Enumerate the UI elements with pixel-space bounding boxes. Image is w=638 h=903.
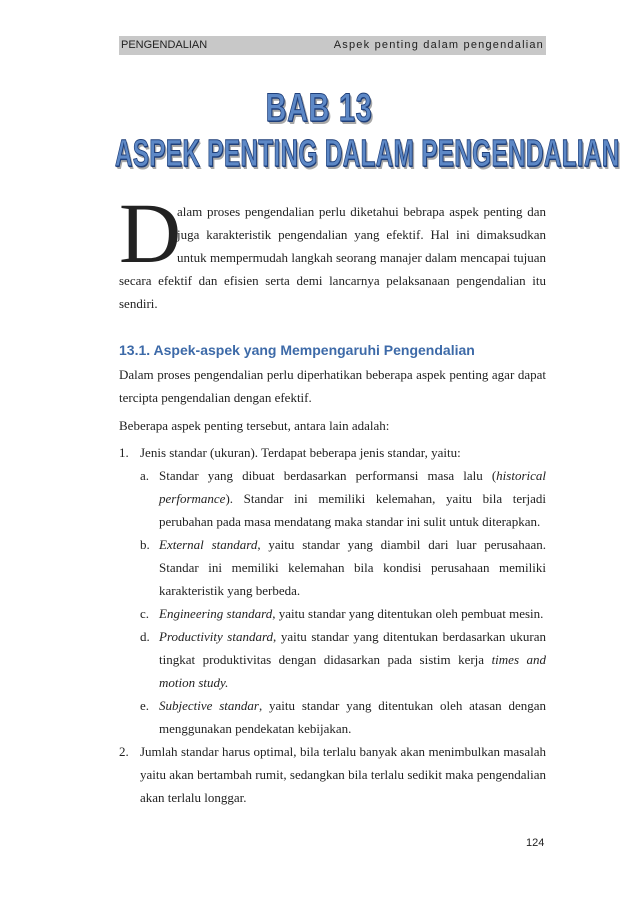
running-header xyxy=(119,36,546,55)
header-chapter: PENGENDALIAN xyxy=(121,39,208,51)
intro-line-2: juga karakteristik pengendalian yang efektif. Hal ini dimaksudkan xyxy=(177,227,546,242)
intro-line-3: untuk mempermudah langkah seorang manajer dalam mencapai tujuan xyxy=(177,250,546,265)
sublist-d-line-2: tingkat produktivitas dengan didasarkan pada sistim kerja times and xyxy=(159,652,546,667)
sublist-letter-c: c. xyxy=(140,606,150,621)
section-p1-line-1: Dalam proses pengendalian perlu diperhatikan beberapa aspek penting agar dapat xyxy=(119,367,546,382)
list-item-1-text: Jenis standar (ukuran). Terdapat beberapa jenis standar, yaitu: xyxy=(140,445,461,460)
sublist-b-line-2: Standar ini memiliki kelemahan bila kondisi perusahaan memiliki xyxy=(159,560,546,575)
section-p2: Beberapa aspek penting tersebut, antara lain adalah: xyxy=(119,418,390,433)
sublist-letter-e: e. xyxy=(140,698,150,713)
sublist-e-line-2: menggunakan pendekatan kebijakan. xyxy=(159,721,352,736)
intro-line-4: secara efektif dan efisien serta demi lancarnya pelaksanaan pengendalian itu xyxy=(119,273,546,288)
intro-line-1: alam proses pengendalian perlu diketahui bebrapa aspek penting dan xyxy=(177,204,546,219)
chapter-number: BAB 13 xyxy=(265,86,373,130)
list-item-2-line-2: yaitu akan bertambah rumit, sedangkan bila terlalu sedikit maka pengendalian xyxy=(140,767,546,782)
section-heading: 13.1. Aspek-aspek yang Mempengaruhi Pengendalian xyxy=(119,342,475,358)
page-number: 124 xyxy=(526,837,545,849)
list-number-2: 2. xyxy=(119,744,129,759)
list-number-1: 1. xyxy=(119,445,129,460)
sublist-c-line-1: Engineering standard, yaitu standar yang ditentukan oleh pembuat mesin. xyxy=(159,606,544,621)
sublist-b-line-3: karakteristik yang berbeda. xyxy=(159,583,301,598)
list-item-2-line-3: akan terlalu longgar. xyxy=(140,790,247,805)
sublist-b-line-1: External standard, yaitu standar yang diambil dari luar perusahaan. xyxy=(159,537,546,552)
sublist-a-line-2: performance). Standar ini memiliki kelemahan, yaitu bila terjadi xyxy=(159,491,546,506)
header-topic: Aspek penting dalam pengendalian xyxy=(333,39,544,51)
intro-line-5: sendiri. xyxy=(119,296,158,311)
sublist-d-line-3: motion study. xyxy=(159,675,229,690)
sublist-a-line-1: Standar yang dibuat berdasarkan performansi masa lalu (historical xyxy=(159,468,546,483)
sublist-letter-b: b. xyxy=(140,537,150,552)
section-p1-line-2: tercipta pengendalian dengan efektif. xyxy=(119,390,312,405)
chapter-title: ASPEK PENTING DALAM PENGENDALIAN xyxy=(114,133,620,175)
list-item-2-line-1: Jumlah standar harus optimal, bila terlalu banyak akan menimbulkan masalah xyxy=(140,744,546,759)
sublist-d-line-1: Productivity standard, yaitu standar yang ditentukan berdasarkan ukuran xyxy=(159,629,546,644)
sublist-a-line-3: perubahan pada masa mendatang maka standar ini sulit untuk diterapkan. xyxy=(159,514,541,529)
drop-cap: D xyxy=(119,185,182,281)
sublist-letter-a: a. xyxy=(140,468,150,483)
sublist-e-line-1: Subjective standar, yaitu standar yang ditentukan oleh atasan dengan xyxy=(159,698,546,713)
sublist-letter-d: d. xyxy=(140,629,150,644)
